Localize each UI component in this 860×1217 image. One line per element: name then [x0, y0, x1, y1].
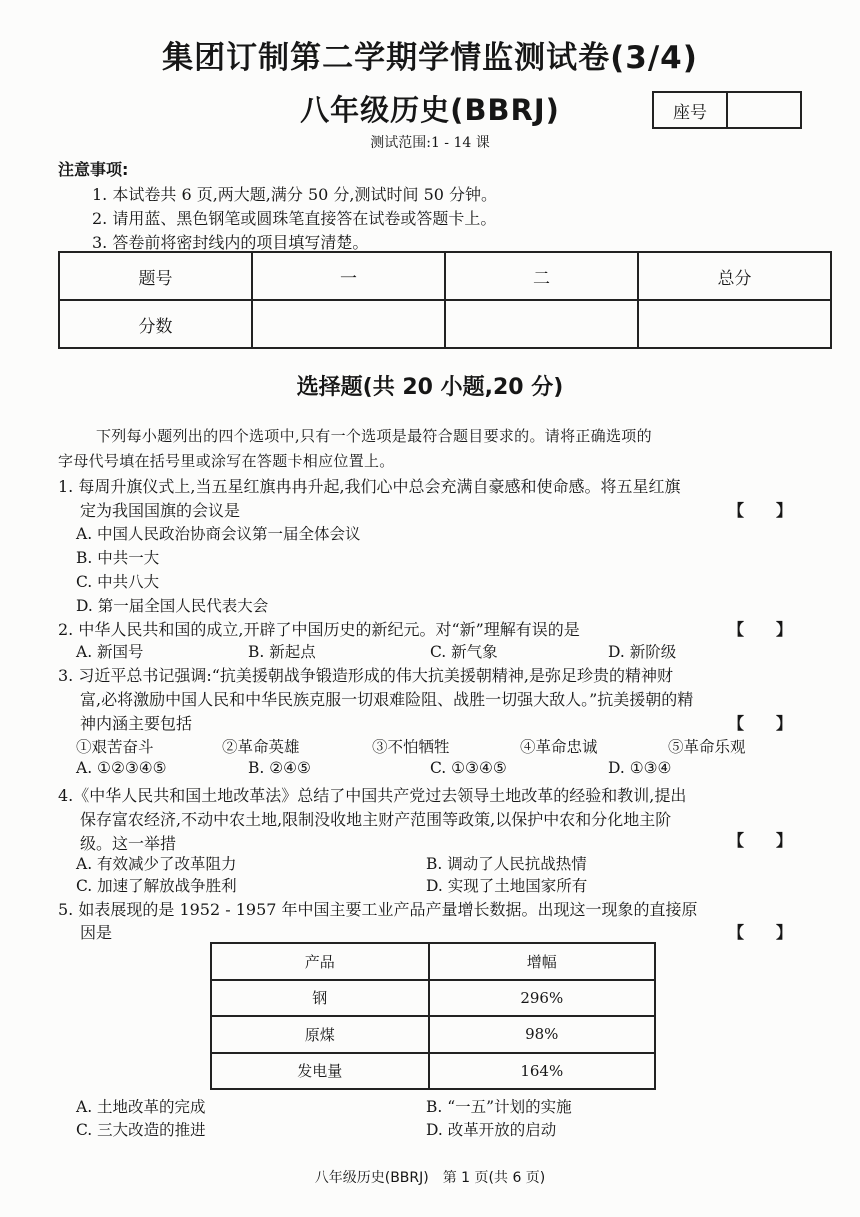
- section-title: 选择题(共 20 小题,20 分): [296, 375, 564, 400]
- answer-bracket-5[interactable]: 【 】: [728, 923, 793, 942]
- table-cell: 164%: [429, 1053, 655, 1090]
- question-5-text: 因是: [80, 923, 113, 942]
- question-3-item: ④革命忠诚: [520, 738, 598, 756]
- question-4-option-c: C. 加速了解放战争胜利: [76, 877, 237, 895]
- question-3-item: ①艰苦奋斗: [76, 738, 154, 756]
- answer-bracket-4[interactable]: 【 】: [728, 831, 793, 850]
- score-header-cell: 一: [252, 252, 445, 300]
- note-item: 1. 本试卷共 6 页,两大题,满分 50 分,测试时间 50 分钟。: [92, 185, 498, 204]
- question-3-text: 富,必将激励中国人民和中华民族克服一切艰难险阻、战胜一切强大敌人。”抗美援朝的精: [80, 690, 694, 709]
- score-row-label: 分数: [59, 300, 252, 348]
- answer-bracket-1[interactable]: 【 】: [728, 501, 793, 520]
- score-header-cell: 题号: [59, 252, 252, 300]
- question-2-option-c: C. 新气象: [430, 643, 498, 661]
- score-header-cell: 总分: [638, 252, 831, 300]
- question-1-text: 定为我国国旗的会议是: [80, 501, 241, 520]
- answer-bracket-3[interactable]: 【 】: [728, 714, 793, 733]
- question-4-text: 保存富农经济,不动中农土地,限制没收地主财产范围等政策,以保护中农和分化地主阶: [80, 810, 672, 829]
- table-header-cell: 产品: [211, 943, 429, 980]
- question-5-option-b: B. “一五”计划的实施: [426, 1098, 572, 1116]
- question-1-text: 1. 每周升旗仪式上,当五星红旗冉冉升起,我们心中总会充满自豪感和使命感。将五星红旗: [58, 477, 681, 496]
- question-2-option-b: B. 新起点: [248, 643, 316, 661]
- section-instruction: 下列每小题列出的四个选项中,只有一个选项是最符合题目要求的。请将正确选项的: [96, 427, 652, 445]
- question-3-item: ⑤革命乐观: [668, 738, 746, 756]
- question-3-option-b: B. ②④⑤: [248, 759, 311, 777]
- page-footer: 八年级历史(BBRJ) 第 1 页(共 6 页): [314, 1170, 546, 1186]
- production-growth-table: [210, 942, 656, 1090]
- section-instruction: 字母代号填在括号里或涂写在答题卡相应位置上。: [58, 452, 395, 470]
- question-3-text: 3. 习近平总书记强调:“抗美援朝战争锻造形成的伟大抗美援朝精神,是弥足珍贵的精神财: [58, 666, 674, 685]
- question-2-text: 2. 中华人民共和国的成立,开辟了中国历史的新纪元。对“新”理解有误的是: [58, 620, 580, 639]
- question-1-option-b: B. 中共一大: [76, 549, 160, 567]
- seat-number-field[interactable]: [728, 93, 800, 127]
- table-row: [211, 980, 655, 1017]
- table-row: [211, 1016, 655, 1053]
- table-cell: 钢: [211, 980, 429, 1017]
- question-3-option-a: A. ①②③④⑤: [76, 759, 167, 777]
- score-table-header-row: [59, 252, 831, 300]
- question-4-text: 4.《中华人民共和国土地改革法》总结了中国共产党过去领导土地改革的经验和教训,提出: [58, 786, 687, 805]
- table-row: [211, 1053, 655, 1090]
- question-2-option-a: A. 新国号: [76, 643, 144, 661]
- exam-subtitle: 八年级历史(BBRJ): [300, 93, 560, 127]
- note-item: 2. 请用蓝、黑色钢笔或圆珠笔直接答在试卷或答题卡上。: [92, 209, 497, 228]
- question-3-option-d: D. ①③④: [608, 759, 672, 777]
- question-3-item: ②革命英雄: [222, 738, 300, 756]
- seat-number-label: 座号: [654, 93, 728, 127]
- table-cell: 98%: [429, 1016, 655, 1053]
- question-4-option-b: B. 调动了人民抗战热情: [426, 855, 587, 873]
- question-3-item: ③不怕牺牲: [372, 738, 450, 756]
- question-4-text: 级。这一举措: [80, 834, 177, 853]
- question-4-option-d: D. 实现了土地国家所有: [426, 877, 588, 895]
- question-3-option-c: C. ①③④⑤: [430, 759, 507, 777]
- exam-title: 集团订制第二学期学情监测试卷(3/4): [162, 40, 698, 76]
- note-item: 3. 答卷前将密封线内的项目填写清楚。: [92, 233, 369, 252]
- question-1-option-a: A. 中国人民政治协商会议第一届全体会议: [76, 525, 361, 543]
- question-3-text: 神内涵主要包括: [80, 714, 193, 733]
- question-1-option-d: D. 第一届全国人民代表大会: [76, 597, 269, 615]
- score-header-cell: 二: [445, 252, 638, 300]
- table-cell: 发电量: [211, 1053, 429, 1090]
- score-cell-section2[interactable]: [445, 300, 638, 348]
- table-header-cell: 增幅: [429, 943, 655, 980]
- table-header-row: [211, 943, 655, 980]
- question-5-text: 5. 如表展现的是 1952 - 1957 年中国主要工业产品产量增长数据。出现这一现象的直接原: [58, 900, 698, 919]
- score-cell-total[interactable]: [638, 300, 831, 348]
- question-5-option-d: D. 改革开放的启动: [426, 1121, 557, 1139]
- seat-number-box: [652, 91, 802, 129]
- question-1-option-c: C. 中共八大: [76, 573, 160, 591]
- test-scope: 测试范围:1 - 14 课: [370, 135, 490, 151]
- score-cell-section1[interactable]: [252, 300, 445, 348]
- question-5-option-c: C. 三大改造的推进: [76, 1121, 206, 1139]
- question-4-option-a: A. 有效减少了改革阻力: [76, 855, 237, 873]
- notes-heading: 注意事项:: [58, 160, 129, 179]
- question-2-option-d: D. 新阶级: [608, 643, 677, 661]
- answer-bracket-2[interactable]: 【 】: [728, 620, 793, 639]
- score-table-score-row: [59, 300, 831, 348]
- table-cell: 原煤: [211, 1016, 429, 1053]
- table-cell: 296%: [429, 980, 655, 1017]
- score-table: [58, 251, 832, 349]
- question-5-option-a: A. 土地改革的完成: [76, 1098, 206, 1116]
